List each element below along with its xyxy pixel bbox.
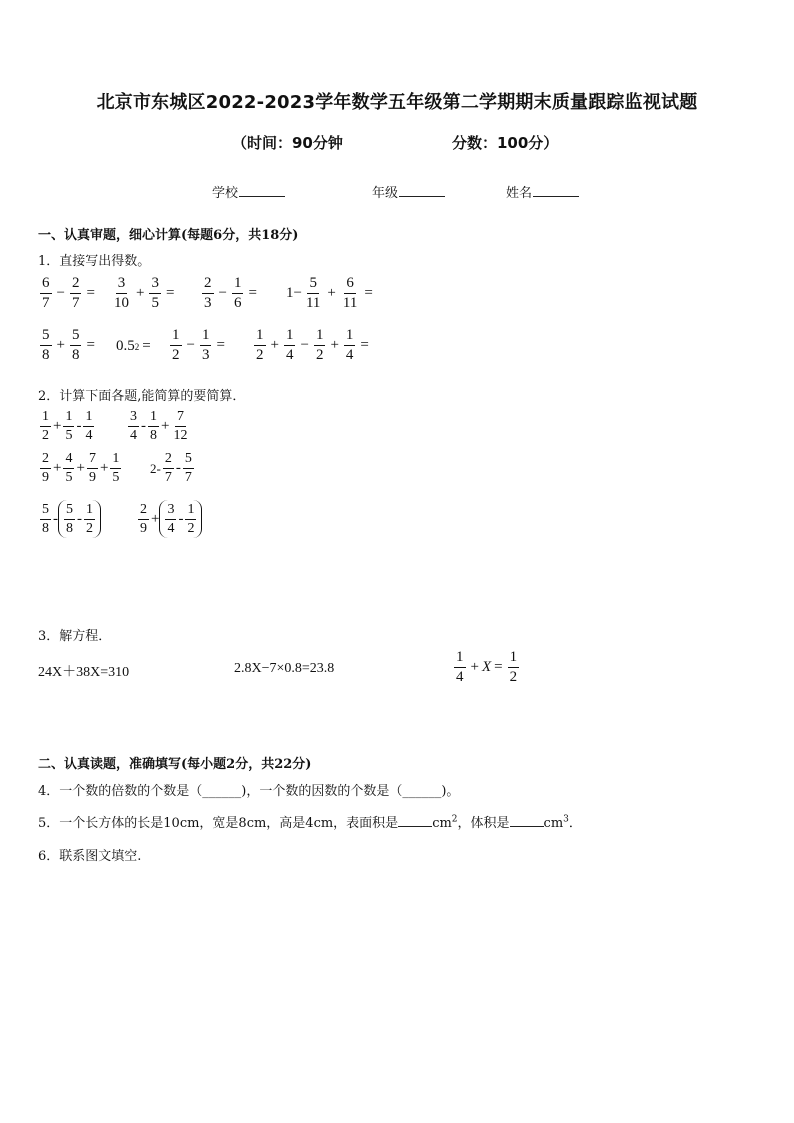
- q1-expr-8: $\frac{1}{2}$ + $\frac{1}{4}$ − $\frac{1}{2}$ + $\frac{1}{4}$ =: [256, 327, 369, 363]
- q1-expr-6: 0.5 2 =: [116, 338, 151, 354]
- q5-text: 5．一个长方体的长是10cm，宽是8cm，高是4cm，表面积是 $cm^2$，体积是 $cm^3$．: [38, 814, 582, 831]
- answer-blank[interactable]: [510, 815, 544, 827]
- name-blank[interactable]: [533, 184, 579, 197]
- q2-expr-4: 2- $\frac{2}{7}$ - $\frac{5}{7}$: [150, 451, 192, 485]
- q2-label: 2．计算下面各题,能简算的要简算．: [38, 389, 246, 404]
- q1-expr-3: $\frac{2}{3}$ − $\frac{1}{6}$ =: [204, 275, 257, 311]
- q2-expr-5: $\frac{5}{8}$ - $\frac{5}{8}$ - $\frac{1}{2}$: [38, 500, 101, 538]
- equation-2: 2.8X−7×0.8=23.8: [234, 661, 335, 676]
- grade-blank[interactable]: [399, 184, 445, 197]
- parentheses: $\frac{3}{4}$ - $\frac{1}{2}$: [159, 500, 202, 538]
- q4-text: 4．一个数的倍数的个数是（______)，一个数的因数的个数是（______)。: [38, 784, 460, 799]
- equation-3: $\frac{1}{4}$ + X = $\frac{1}{2}$: [456, 649, 518, 685]
- parentheses: $\frac{5}{8}$ - $\frac{1}{2}$: [58, 500, 101, 538]
- q2-expr-6: $\frac{2}{9}$ + $\frac{3}{4}$ - $\frac{1}{2}$: [136, 500, 202, 538]
- q3-label: 3．解方程．: [38, 629, 112, 644]
- school-blank[interactable]: [239, 184, 285, 197]
- q1-expr-1: $\frac{6}{7}$ − $\frac{2}{7}$ =: [42, 275, 95, 311]
- grade-field: 年级: [372, 182, 445, 201]
- q2-expr-1: $\frac{1}{2}$ + $\frac{1}{5}$ - $\frac{1}{4}$: [42, 409, 93, 443]
- q6-text: 6．联系图文填空.: [38, 849, 142, 864]
- school-field: 学校: [212, 182, 285, 201]
- q1-expr-2: $\frac{3}{10}$ + $\frac{3}{5}$ =: [114, 275, 175, 311]
- equation-1: 24X＋38X=310: [38, 665, 130, 680]
- section1-title: 一、认真审题，细心计算(每题6分，共18分): [38, 228, 299, 243]
- q1-expr-4: 1− $\frac{5}{11}$ + $\frac{6}{11}$ =: [286, 275, 373, 311]
- time-label: （时间：90分钟: [232, 134, 343, 152]
- page-title: 北京市东城区2022-2023学年数学五年级第二学期期末质量跟踪监视试题: [96, 92, 698, 113]
- q1-expr-5: $\frac{5}{8}$ + $\frac{5}{8}$ =: [42, 327, 95, 363]
- section2-title: 二、认真读题，准确填写(每小题2分，共22分): [38, 757, 312, 772]
- answer-blank[interactable]: [398, 815, 432, 827]
- q2-expr-3: $\frac{2}{9}$ + $\frac{4}{5}$ + $\frac{7}{9}$ + $\frac{1}{5}$: [42, 451, 120, 485]
- score-label: 分数：100分）: [452, 134, 559, 152]
- q1-expr-7: $\frac{1}{2}$ − $\frac{1}{3}$ =: [172, 327, 225, 363]
- name-field: 姓名: [506, 182, 579, 201]
- q1-label: 1．直接写出得数。: [38, 254, 151, 269]
- q2-expr-2: $\frac{3}{4}$ - $\frac{1}{8}$ + $\frac{7}{12}$: [130, 409, 188, 443]
